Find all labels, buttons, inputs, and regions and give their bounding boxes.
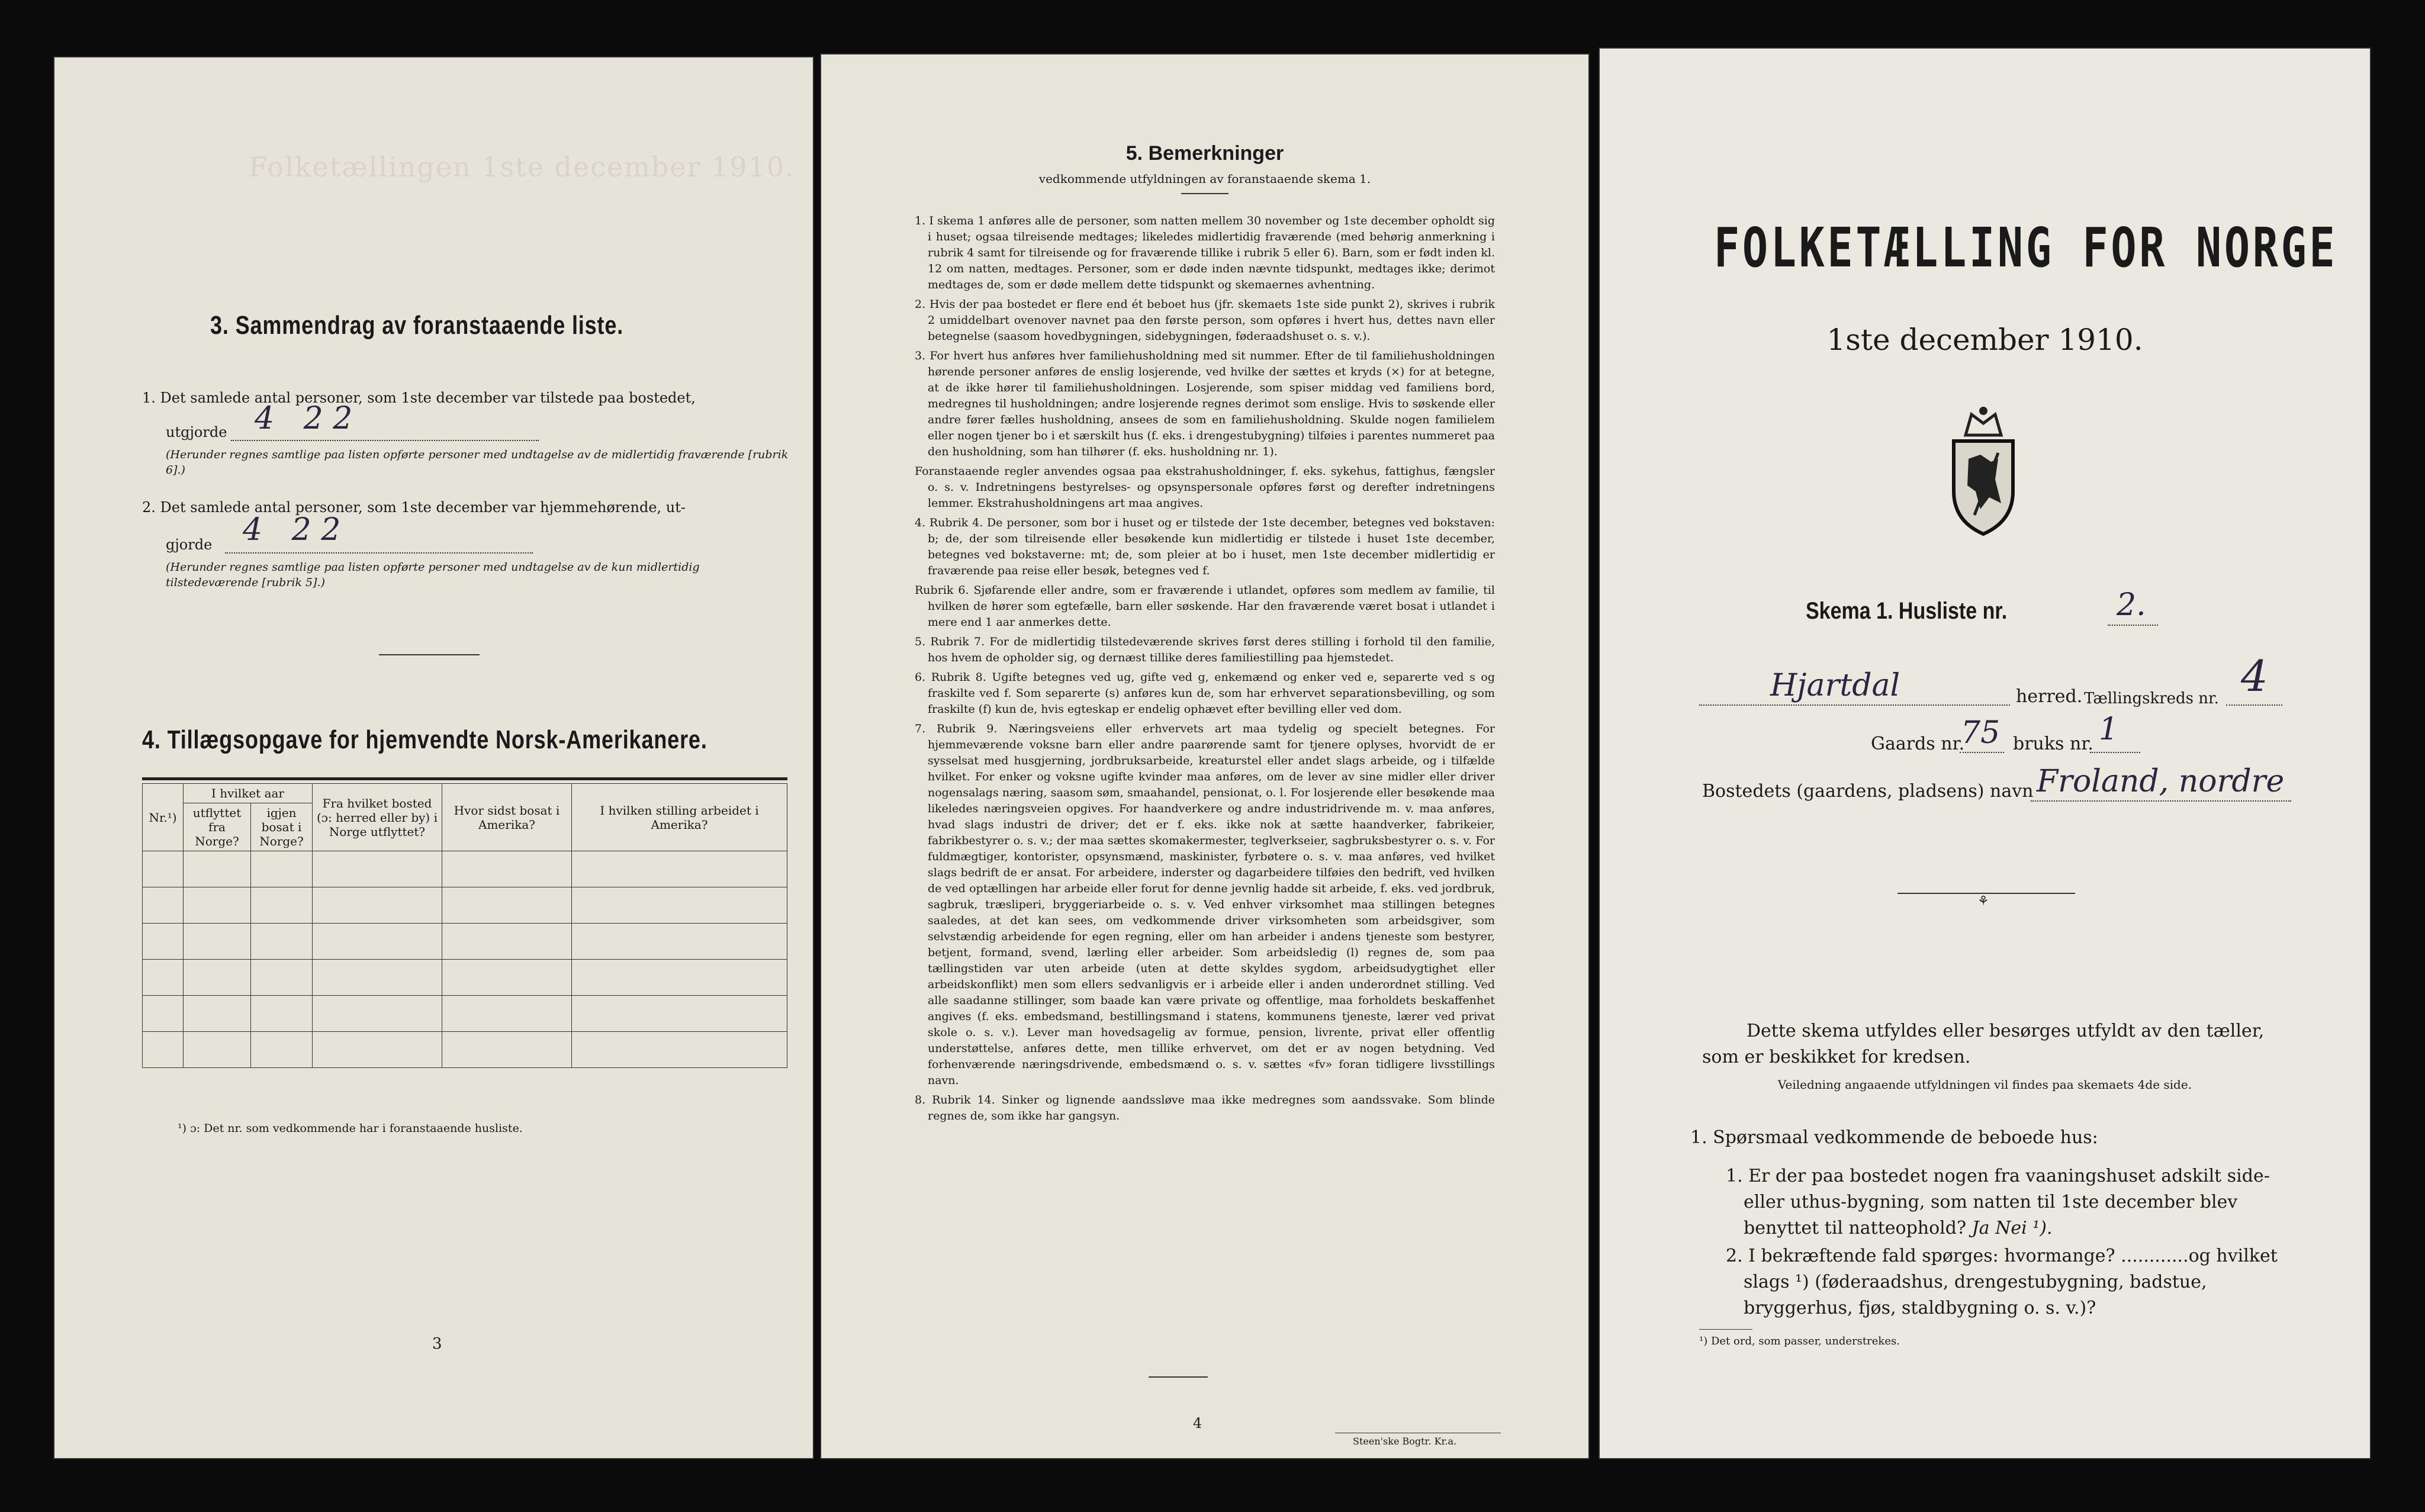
col-last-residence: Hvor sidst bosat i Amerika? (442, 784, 572, 851)
printer-mark: Steen'ske Bogtr. Kr.a. (1353, 1436, 1457, 1447)
remark-paragraph: 2. Hvis der paa bostedet er flere end ét beboet hus (jfr. skemaets 1ste side punkt 2), skrives i rubrik 2 umiddelbart ovenover navnet paa den første person, som opføres i hvert hus, dettes navn eller betegnelse (saasom hovedbygningen, sidebygningen, føderaadshuset o. s. v.). (915, 298, 1495, 343)
kreds-value: 4 (2241, 651, 2268, 701)
middle-page (820, 53, 1590, 1459)
remark-paragraph: 5. Rubrik 7. For de midlertidig tilstedeværende skrives først deres stilling i forhold til den familie, hos hvem de opholder sig, og dernæst tillike deres familiestilling paa hjemstedet. (915, 635, 1495, 664)
faded-header: Folketællingen 1ste december 1910. (249, 151, 795, 183)
remarks-body (915, 213, 1495, 1128)
item1-value: 4 2 2 (255, 401, 353, 436)
bruks-label: bruks nr. (2013, 734, 2093, 754)
remark-paragraph: 4. Rubrik 4. De personer, som bor i huset og er tilstede der 1ste december, betegnes ved bokstaven: b; de, der som tilreisende eller besøkende kun midlertidig er tilstede i huset 1ste december, betegnes ved bokstaverne: mt; de, som pleier at bo i huset, men 1ste december midlertidig er fraværende paa reise eller besøk, betegnes ved f. (915, 516, 1495, 577)
table-row (143, 887, 787, 924)
item1-text: 1. Det samlede antal personer, som 1ste december var tilstede paa bostedet, (142, 390, 696, 406)
item1-note: (Herunder regnes samtlige paa listen opførte personer med undtagelse av de midlertidig fraværende [rubrik 6].) (166, 448, 789, 477)
item2-note: (Herunder regnes samtlige paa listen opførte personer med undtagelse av de kun midlertidig tilstedeværende [rubrik 5].) (166, 561, 700, 589)
divider (379, 654, 480, 655)
remarks-title: 5. Bemerkninger (1125, 142, 1284, 165)
remark-paragraph: Rubrik 6. Sjøfarende eller andre, som er fraværende i utlandet, opføres som medlem av familie, til hvilken de hører som egtefælle, barn eller søskende. Har den fraværende været bosat i utlandet i mere end 1 aar anmerkes dette. (915, 584, 1495, 629)
instruction-small: Veiledning angaaende utfyldningen vil findes paa skemaets 4de side. (1777, 1077, 2192, 1092)
col-nr: Nr.¹) (143, 784, 184, 851)
divider (1699, 1329, 1752, 1330)
item2-text: 2. Det samlede antal personer, som 1ste december var hjemmehørende, ut- (142, 499, 686, 516)
questions-heading: 1. Spørsmaal vedkommende de beboede hus: (1690, 1127, 2098, 1148)
col-occupation: I hvilken stilling arbeidet i Amerika? (572, 784, 787, 851)
item2-value: 4 2 2 (243, 512, 341, 548)
table-row (143, 851, 787, 887)
herred-value: Hjartdal (1770, 668, 1900, 703)
bosted-value: Froland, nordre (2037, 764, 2285, 799)
table-row (143, 924, 787, 960)
husliste-number: 2. (2117, 587, 2146, 623)
main-title: FOLKETÆLLING FOR NORGE (1714, 216, 2338, 279)
table-row (143, 1032, 787, 1068)
page-number: 4 (1193, 1415, 1202, 1431)
gaards-label: Gaards nr. (1871, 734, 1965, 754)
ornament-icon: ⚘ (1977, 894, 1989, 909)
table-row (143, 996, 787, 1032)
page-number: 3 (432, 1335, 442, 1353)
kreds-label: Tællingskreds nr. (2084, 690, 2219, 707)
bosted-label: Bostedets (gaardens, pladsens) navn (1702, 781, 2034, 802)
question-2: 2. I bekræftende fald spørges: hvormange? ............og hvilket slags ¹) (føderaadshus, drengestubygning, badstue, bryggerhus, fjøs, staldbygning o. s. v.)? (1726, 1246, 2278, 1318)
coat-of-arms-icon (1939, 403, 2028, 539)
remark-paragraph: 8. Rubrik 14. Sinker og lignende aandssløve maa ikke medregnes som aandssvake. Som blinde regnes de, som ikke har gangsyn. (915, 1093, 1495, 1122)
table-top-rule (142, 777, 787, 780)
remark-paragraph: 1. I skema 1 anføres alle de personer, som natten mellem 30 november og 1ste december opholdt sig i huset; ogsaa tilreisende medtages; likeledes midlertidig fraværende (med behørig anmerkning i rubrik 4 samt for tilreisende og for fraværende tillike i rubrik 5 eller 6). Barn, som er født inden kl. 12 om natten, medtages. Personer, som er døde inden nævnte tidspunkt, medtages ikke; derimot medtages de, som er døde mellem dette tidspunkt og skemaernes avhentning. (915, 214, 1495, 291)
item1-utgjorde: utgjorde (166, 424, 227, 440)
herred-label: herred. (2016, 686, 2083, 707)
remark-paragraph: 3. For hvert hus anføres hver familiehusholdning med sit nummer. Efter de til familiehusholdningen hørende personer anføres de enslig losjerende, ved hvilke der sættes et kryds (×) for at betegne, at de ikke hører til familiehusholdningen. Losjerende, som spiser middag ved familiens bord, medregnes til husholdningen; andre losjerende regnes derimot som enslige. Hvis to søskende eller andre fører fælles husholdning, ansees de som en familiehusholdning. Skulde nogen familielem eller nogen tjener bo i et særskilt hus (f. eks. i drengestubygning) tilføies i parentes nummeret paa den husholdning, som han tilhører (f. eks. husholdning nr. 1). (915, 349, 1495, 458)
q1-answer: Ja Nei ¹). (1971, 1218, 2053, 1238)
remark-paragraph: 6. Rubrik 8. Ugifte betegnes ved ug, gifte ved g, enkemænd og enker ved e, separerte ved s og fraskilte ved f. Som separerte (s) anføres kun de, som har erhvervet separationsbevilling, og som fraskilte (f) kun de, hvis egteskap er endelig ophævet efter bevilling eller ved dom. (915, 671, 1495, 716)
section4-title: 4. Tillægsopgave for hjemvendte Norsk-Amerikanere. (142, 725, 707, 754)
divider (1149, 1376, 1208, 1378)
norsk-amerikanere-table (142, 783, 787, 1068)
col-emigrated: utflyttet fra Norge? (184, 803, 251, 851)
right-page (1599, 47, 2371, 1459)
gaards-value: 75 (1961, 715, 2001, 751)
col-from-where: Fra hvilket bosted (ɔ: herred eller by) i Norge utflyttet? (313, 784, 442, 851)
bruks-value: 1 (2099, 712, 2119, 747)
remarks-subtitle: vedkommende utfyldningen av foranstaaende skema 1. (1038, 172, 1371, 186)
footnote: ¹) Det ord, som passer, understrekes. (1699, 1335, 1900, 1347)
table-row (143, 960, 787, 996)
remark-paragraph: Foranstaaende regler anvendes ogsaa paa ekstrahusholdninger, f. eks. sykehus, fattighus, fængsler o. s. v. Indretningens bestyrelses- og opsynspersonale opføres først og derefter indretningens lemmer. Ekstrahusholdningens art maa angives. (915, 465, 1495, 510)
census-date: 1ste december 1910. (1826, 323, 2143, 357)
divider (1181, 193, 1228, 194)
left-page (53, 56, 814, 1459)
col-year-group: I hvilket aar (184, 784, 313, 803)
schema-label: Skema 1. Husliste nr. (1806, 598, 2008, 624)
table-footnote: ¹) ɔ: Det nr. som vedkommende har i foranstaaende husliste. (178, 1122, 523, 1135)
instruction-text: Dette skema utfyldes eller besørges utfyldt av den tæller, som er beskikket for kredsen. (1702, 1021, 2265, 1067)
question-1: 1. Er der paa bostedet nogen fra vaaningshuset adskilt side- eller uthus-bygning, som natten til 1ste december blev benyttet til natteophold? Ja Nei ¹). (1726, 1166, 2270, 1238)
item2-gjorde: gjorde (166, 536, 213, 553)
section3-title: 3. Sammendrag av foranstaaende liste. (210, 311, 624, 340)
col-returned: igjen bosat i Norge? (251, 803, 313, 851)
remark-paragraph: 7. Rubrik 9. Næringsveiens eller erhvervets art maa tydelig og specielt betegnes. For hjemmeværende voksne barn eller andre paarørende samt for tjenere oplyses, hvorvidt de er sysselsat med husgjerning, jordbruksarbeide, kreaturstel eller andet slags arbeide, og i tilfælde hvilket. For enker og voksne ugifte kvinder maa anføres, om de lever av sine midler eller driver nogensalags næring, saasom søm, smaahandel, pensionat, o. l. For losjerende eller besøkende maa likeledes næringsveien opgives. For haandverkere og andre industridrivende m. v. maa anføres, hvad slags industri de driver; det er f. eks. ikke nok at sætte haandverker, fabrikeier, fabrikbestyrer o. s. v.; der maa sættes skomakermester, teglverkseier, sagbruksbestyrer o. s. v. For fuldmægtiger, kontorister, opsynsmænd, maskinister, fyrbøtere o. s. v. maa anføres, ved hvilket slags bedrift de er ansat. For arbeidere, inderster og dagarbeidere tilføies den bedrift, ved hvilken de ved optællingen har arbeide eller forut for denne jevnlig hadde sit arbeide, f. eks. ved jordbruk, sagbruk, træsliperi, bryggeriarbeide o. s. v. Ved enhver virksomhet maa stillingen betegnes saaledes, at det kan sees, om vedkommende driver virksomheten som arbeidsgiver, som selvstændig arbeidende for egen regning, eller om han arbeider i andens tjeneste som bestyrer, betjent, formand, svend, lærling eller arbeider. Som arbeidsledig (l) regnes de, som paa tællingstiden var uten arbeide (uten at dette skyldes sygdom, arbeidsudygtighet eller arbeidskonflikt) men som ellers sedvanligvis er i arbeide eller i anden underordnet stilling. Ved alle saadanne stillinger, som baade kan være private og offentlige, maa forholdets beskaffenhet angives (f. eks. embedsmand, bestillingsmand i statens, kommunens tjeneste, lærer ved privat skole o. s. v.). Lever man hovedsagelig av formue, pension, livrente, privat eller offentlig understøttelse, anføres dette, men tillike erhvervet, om det er av nogen betydning. Ved forhenværende næringsdrivende, embedsmænd o. s. v. sættes «fv» foran tidligere livsstillings navn. (915, 722, 1495, 1087)
